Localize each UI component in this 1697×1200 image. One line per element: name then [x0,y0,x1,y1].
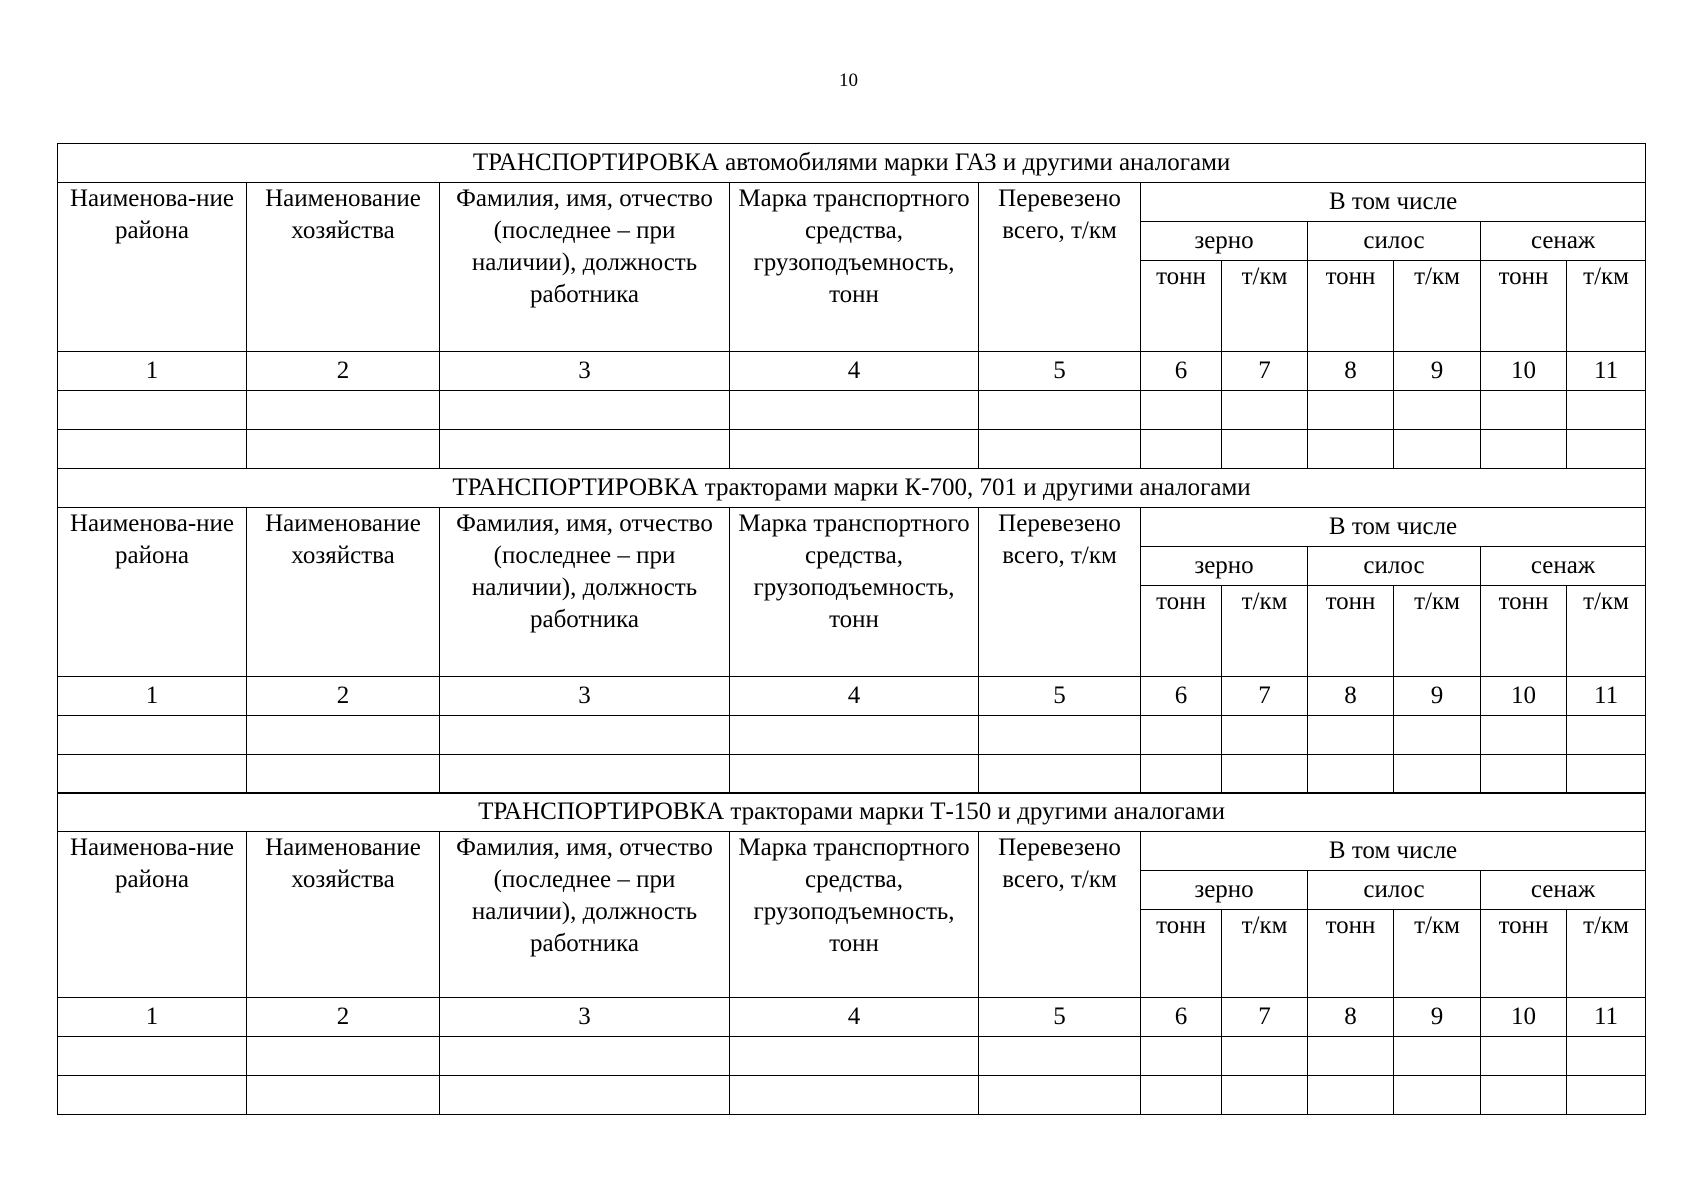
column-header-district: Наименова-ние района [58,832,247,998]
column-number: 3 [440,352,730,391]
table-cell[interactable] [979,391,1141,430]
column-header-unit-tkm: т/км [1394,910,1481,998]
column-number: 9 [1394,676,1481,715]
column-header-district: Наименова-ние района [58,183,247,352]
table-cell[interactable] [440,430,730,469]
column-header-unit-tons: тонн [1308,910,1394,998]
table-cell[interactable] [1481,754,1567,793]
table-cell[interactable] [1141,754,1222,793]
table-cell[interactable] [1141,391,1222,430]
table-cell[interactable] [979,715,1141,754]
table-cell[interactable] [1141,430,1222,469]
column-number: 2 [247,676,440,715]
column-header-unit-tkm: т/км [1567,261,1646,352]
section-title: ТРАНСПОРТИРОВКА тракторами марки К-700, 701 и другими аналогами [58,468,1646,507]
column-number: 7 [1222,998,1308,1037]
table-cell[interactable] [1308,1076,1394,1115]
column-number: 3 [440,998,730,1037]
column-number: 7 [1222,676,1308,715]
table-cell[interactable] [979,1037,1141,1076]
column-header-unit-tons: тонн [1308,261,1394,352]
column-header-unit-tons: тонн [1141,585,1222,676]
column-number: 8 [1308,676,1394,715]
column-number: 4 [730,352,979,391]
table-cell[interactable] [58,1076,247,1115]
column-header-unit-tons: тонн [1141,261,1222,352]
table-cell[interactable] [1222,754,1308,793]
table-cell[interactable] [247,430,440,469]
column-header-vehicle: Марка транспортного средства, грузоподъемность, тонн [730,183,979,352]
table-cell[interactable] [730,715,979,754]
column-number: 11 [1567,352,1646,391]
table-cell[interactable] [247,391,440,430]
table-cell[interactable] [1567,754,1646,793]
table-cell[interactable] [1567,391,1646,430]
table-cell[interactable] [1308,1037,1394,1076]
column-number: 11 [1567,998,1646,1037]
table-row [58,391,1646,430]
table-cell[interactable] [1222,715,1308,754]
column-number: 8 [1308,352,1394,391]
table-cell[interactable] [440,754,730,793]
table-cell[interactable] [58,430,247,469]
table-cell[interactable] [247,754,440,793]
table-cell[interactable] [440,391,730,430]
table-cell[interactable] [58,1037,247,1076]
column-number: 2 [247,998,440,1037]
table-cell[interactable] [979,430,1141,469]
table-cell[interactable] [1481,391,1567,430]
table-cell[interactable] [1222,430,1308,469]
table-cell[interactable] [730,430,979,469]
column-number: 9 [1394,352,1481,391]
column-header-unit-tkm: т/км [1394,585,1481,676]
column-header-haylage: сенаж [1481,546,1646,585]
transport-report-form [57,143,1645,1115]
table-cell[interactable] [1141,715,1222,754]
table-cell[interactable] [58,715,247,754]
table-row [58,1076,1646,1115]
column-header-unit-tkm: т/км [1222,261,1308,352]
column-number: 10 [1481,352,1567,391]
column-number: 10 [1481,998,1567,1037]
table-cell[interactable] [730,1076,979,1115]
table-cell[interactable] [58,754,247,793]
column-header-unit-tkm: т/км [1394,261,1481,352]
column-header-transported-total: Перевезено всего, т/км [979,507,1141,676]
table-cell[interactable] [1481,715,1567,754]
table-cell[interactable] [1394,715,1481,754]
column-header-haylage: сенаж [1481,222,1646,261]
table-cell[interactable] [979,754,1141,793]
table-cell[interactable] [440,1076,730,1115]
column-number: 8 [1308,998,1394,1037]
column-header-unit-tons: тонн [1481,910,1567,998]
column-number: 7 [1222,352,1308,391]
table-cell[interactable] [247,715,440,754]
column-number: 9 [1394,998,1481,1037]
column-number-row [58,352,1646,391]
column-number: 5 [979,352,1141,391]
table-cell[interactable] [1222,1076,1308,1115]
column-header-unit-tkm: т/км [1567,585,1646,676]
column-header-unit-tkm: т/км [1222,585,1308,676]
column-header-including: В том числе [1141,183,1646,222]
column-number: 10 [1481,676,1567,715]
column-number: 2 [247,352,440,391]
transport-section-table-1 [57,143,1646,469]
table-row [58,430,1646,469]
column-number-row [58,998,1646,1037]
table-cell[interactable] [1481,1076,1567,1115]
table-cell[interactable] [1567,1037,1646,1076]
table-cell[interactable] [730,754,979,793]
column-header-worker: Фамилия, имя, отчество (последнее – при наличии), должность работника [440,832,730,998]
page-number: 10 [839,70,858,91]
column-number: 4 [730,998,979,1037]
column-number: 1 [58,998,247,1037]
column-number: 5 [979,676,1141,715]
column-number: 4 [730,676,979,715]
column-header-unit-tons: тонн [1141,910,1222,998]
column-header-farm: Наименование хозяйства [247,183,440,352]
column-header-silage: силос [1308,546,1481,585]
table-cell[interactable] [1222,1037,1308,1076]
column-number: 5 [979,998,1141,1037]
column-header-farm: Наименование хозяйства [247,832,440,998]
table-cell[interactable] [730,1037,979,1076]
table-row [58,715,1646,754]
column-number: 3 [440,676,730,715]
section-title: ТРАНСПОРТИРОВКА автомобилями марки ГАЗ и другими аналогами [58,144,1646,183]
table-cell[interactable] [1308,430,1394,469]
section-title: ТРАНСПОРТИРОВКА тракторами марки Т-150 и другими аналогами [58,793,1646,832]
column-header-transported-total: Перевезено всего, т/км [979,832,1141,998]
column-number: 11 [1567,676,1646,715]
column-header-silage: силос [1308,871,1481,910]
column-header-vehicle: Марка транспортного средства, грузоподъемность, тонн [730,507,979,676]
column-number-row [58,676,1646,715]
column-header-haylage: сенаж [1481,871,1646,910]
column-header-including: В том числе [1141,507,1646,546]
column-header-grain: зерно [1141,222,1308,261]
column-number: 6 [1141,676,1222,715]
table-cell[interactable] [1481,430,1567,469]
column-header-grain: зерно [1141,546,1308,585]
table-cell[interactable] [1567,715,1646,754]
column-header-unit-tkm: т/км [1222,910,1308,998]
column-header-transported-total: Перевезено всего, т/км [979,183,1141,352]
table-cell[interactable] [1481,1037,1567,1076]
table-cell[interactable] [1394,1037,1481,1076]
table-cell[interactable] [440,715,730,754]
column-number: 6 [1141,998,1222,1037]
table-cell[interactable] [440,1037,730,1076]
table-cell[interactable] [979,1076,1141,1115]
table-cell[interactable] [58,391,247,430]
table-cell[interactable] [1567,430,1646,469]
table-cell[interactable] [1308,391,1394,430]
column-header-unit-tons: тонн [1481,261,1567,352]
table-cell[interactable] [1308,754,1394,793]
table-cell[interactable] [1308,715,1394,754]
table-row [58,754,1646,793]
column-header-including: В том числе [1141,832,1646,871]
column-header-farm: Наименование хозяйства [247,507,440,676]
table-cell[interactable] [1394,391,1481,430]
transport-section-table-3 [57,792,1646,1115]
column-number: 1 [58,352,247,391]
column-header-unit-tons: тонн [1481,585,1567,676]
table-cell[interactable] [1394,430,1481,469]
table-cell[interactable] [1394,754,1481,793]
column-header-vehicle: Марка транспортного средства, грузоподъемность, тонн [730,832,979,998]
column-header-worker: Фамилия, имя, отчество (последнее – при наличии), должность работника [440,183,730,352]
column-number: 6 [1141,352,1222,391]
table-cell[interactable] [1567,1076,1646,1115]
transport-section-table-2 [57,468,1646,794]
column-header-grain: зерно [1141,871,1308,910]
table-cell[interactable] [247,1037,440,1076]
table-cell[interactable] [247,1076,440,1115]
table-cell[interactable] [730,391,979,430]
table-cell[interactable] [1141,1037,1222,1076]
column-number: 1 [58,676,247,715]
column-header-unit-tons: тонн [1308,585,1394,676]
table-cell[interactable] [1141,1076,1222,1115]
column-header-district: Наименова-ние района [58,507,247,676]
table-cell[interactable] [1222,391,1308,430]
column-header-worker: Фамилия, имя, отчество (последнее – при наличии), должность работника [440,507,730,676]
table-cell[interactable] [1394,1076,1481,1115]
column-header-silage: силос [1308,222,1481,261]
table-row [58,1037,1646,1076]
column-header-unit-tkm: т/км [1567,910,1646,998]
